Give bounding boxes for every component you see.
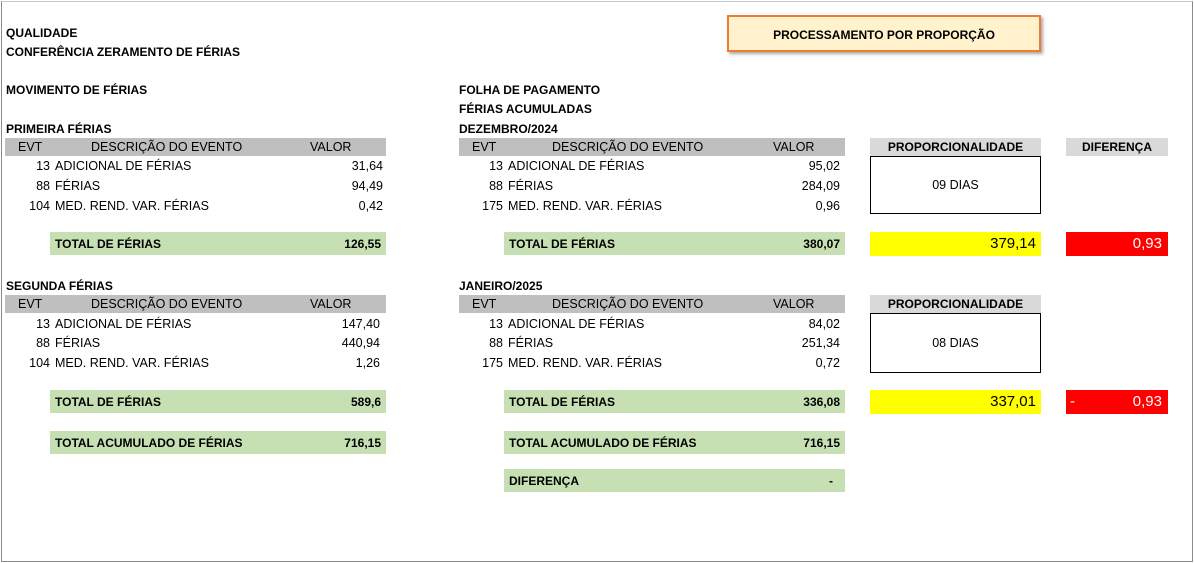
total-value: 336,08 (803, 395, 840, 409)
table-cell-desc: FÉRIAS (508, 179, 554, 193)
diff-value: - (829, 474, 833, 488)
col-desc-header: DESCRIÇÃO DO EVENTO (91, 297, 243, 311)
table-cell-desc: ADICIONAL DE FÉRIAS (55, 317, 192, 331)
table-cell-evt: 104 (29, 356, 50, 370)
table-cell-desc: ADICIONAL DE FÉRIAS (508, 317, 645, 331)
left-first-total-row (50, 232, 386, 255)
table-cell-desc: ADICIONAL DE FÉRIAS (55, 159, 192, 173)
table-cell-evt: 88 (36, 179, 50, 193)
right-first-label: DEZEMBRO/2024 (459, 122, 558, 136)
diff-amount: 0,93 (1132, 393, 1162, 410)
table-cell-evt: 13 (489, 317, 503, 331)
col-valor-header: VALOR (310, 140, 352, 154)
table-cell-valor: 94,49 (351, 179, 383, 193)
col-desc-header: DESCRIÇÃO DO EVENTO (91, 140, 243, 154)
table-cell-desc: ADICIONAL DE FÉRIAS (508, 159, 645, 173)
table-cell-valor: 84,02 (808, 317, 840, 331)
col-valor-header: VALOR (773, 297, 815, 311)
table-cell-desc: FÉRIAS (55, 179, 101, 193)
table-cell-valor: 0,42 (358, 199, 383, 213)
col-evt-header: EVT (18, 297, 43, 311)
diff-label: DIFERENÇA (509, 474, 580, 488)
table-cell-valor: 1,26 (355, 356, 380, 370)
table-cell-desc: MED. REND. VAR. FÉRIAS (508, 199, 662, 213)
processamento-proporcao-button[interactable]: PROCESSAMENTO POR PROPORÇÃO (727, 15, 1041, 52)
table-cell-desc: FÉRIAS (55, 336, 101, 350)
col-desc-header: DESCRIÇÃO DO EVENTO (552, 297, 704, 311)
col-evt-header: EVT (472, 297, 497, 311)
right-second-label: JANEIRO/2025 (459, 279, 543, 293)
right-first-total-row (504, 232, 845, 255)
table-cell-valor: 251,34 (801, 336, 840, 350)
right-first-header-row (459, 138, 845, 156)
left-second-header-row (5, 295, 386, 313)
days-box-second (870, 313, 1041, 373)
table-cell-evt: 104 (29, 199, 50, 213)
total-label: TOTAL DE FÉRIAS (55, 237, 162, 251)
table-cell-valor: 284,09 (801, 179, 840, 193)
table-cell-evt: 88 (36, 336, 50, 350)
table-cell-desc: MED. REND. VAR. FÉRIAS (508, 356, 662, 370)
total-value: 589,6 (350, 395, 381, 409)
company-title: QUALIDADE (6, 26, 78, 40)
total-label: TOTAL DE FÉRIAS (509, 237, 616, 251)
table-cell-valor: 147,40 (341, 317, 380, 331)
proportional-value-first (870, 232, 1041, 256)
total-label: TOTAL DE FÉRIAS (509, 395, 616, 409)
table-cell-valor: 0,96 (815, 199, 840, 213)
right-diff-row (504, 469, 845, 492)
accum-value: 716,15 (803, 436, 840, 450)
table-cell-evt: 13 (36, 317, 50, 331)
accum-label: TOTAL ACUMULADO DE FÉRIAS (509, 436, 697, 450)
diff-amount: 0,93 (1132, 235, 1162, 252)
accum-label: TOTAL ACUMULADO DE FÉRIAS (55, 436, 243, 450)
proporcionalidade-header: PROPORCIONALIDADE (870, 138, 1041, 156)
table-cell-desc: MED. REND. VAR. FÉRIAS (55, 199, 209, 213)
table-cell-evt: 88 (489, 336, 503, 350)
left-first-label: PRIMEIRA FÉRIAS (6, 122, 112, 136)
table-cell-valor: 95,02 (808, 159, 840, 173)
table-cell-evt: 175 (482, 199, 503, 213)
left-first-header-row (5, 138, 386, 156)
left-second-total-row (50, 390, 386, 413)
table-cell-evt: 175 (482, 356, 503, 370)
right-second-total-row (504, 390, 845, 413)
table-cell-valor: 31,64 (351, 159, 383, 173)
total-value: 380,07 (803, 237, 840, 251)
left-second-label: SEGUNDA FÉRIAS (6, 279, 113, 293)
diff-sign: - (1070, 393, 1075, 410)
right-second-header-row (459, 295, 845, 313)
days-box-first (870, 156, 1041, 214)
right-section-title: FOLHA DE PAGAMENTO (459, 83, 601, 97)
right-accum-total-row (504, 431, 845, 454)
proportional-value: 337,01 (990, 393, 1036, 410)
left-accum-total-row (50, 431, 386, 454)
col-valor-header: VALOR (773, 140, 815, 154)
accum-value: 716,15 (344, 436, 381, 450)
table-cell-desc: FÉRIAS (508, 336, 554, 350)
table-cell-evt: 13 (36, 159, 50, 173)
report-title: CONFERÊNCIA ZERAMENTO DE FÉRIAS (6, 45, 241, 59)
table-cell-valor: 0,72 (815, 356, 840, 370)
proporcionalidade-header: PROPORCIONALIDADE (870, 295, 1041, 313)
diferenca-header: DIFERENÇA (1066, 138, 1168, 156)
table-cell-evt: 13 (489, 159, 503, 173)
diff-value-first (1066, 232, 1168, 256)
col-desc-header: DESCRIÇÃO DO EVENTO (552, 140, 704, 154)
col-evt-header: EVT (472, 140, 497, 154)
days-value: 09 DIAS (932, 178, 979, 192)
right-section-subtitle: FÉRIAS ACUMULADAS (459, 102, 592, 116)
total-label: TOTAL DE FÉRIAS (55, 395, 162, 409)
table-cell-valor: 440,94 (341, 336, 380, 350)
total-value: 126,55 (344, 237, 381, 251)
table-cell-desc: MED. REND. VAR. FÉRIAS (55, 356, 209, 370)
days-value: 08 DIAS (932, 336, 979, 350)
col-evt-header: EVT (18, 140, 43, 154)
col-valor-header: VALOR (310, 297, 352, 311)
table-cell-evt: 88 (489, 179, 503, 193)
left-section-title: MOVIMENTO DE FÉRIAS (6, 83, 148, 97)
proportional-value-second (870, 390, 1041, 414)
proportional-value: 379,14 (990, 235, 1036, 252)
diff-value-second (1066, 390, 1168, 414)
